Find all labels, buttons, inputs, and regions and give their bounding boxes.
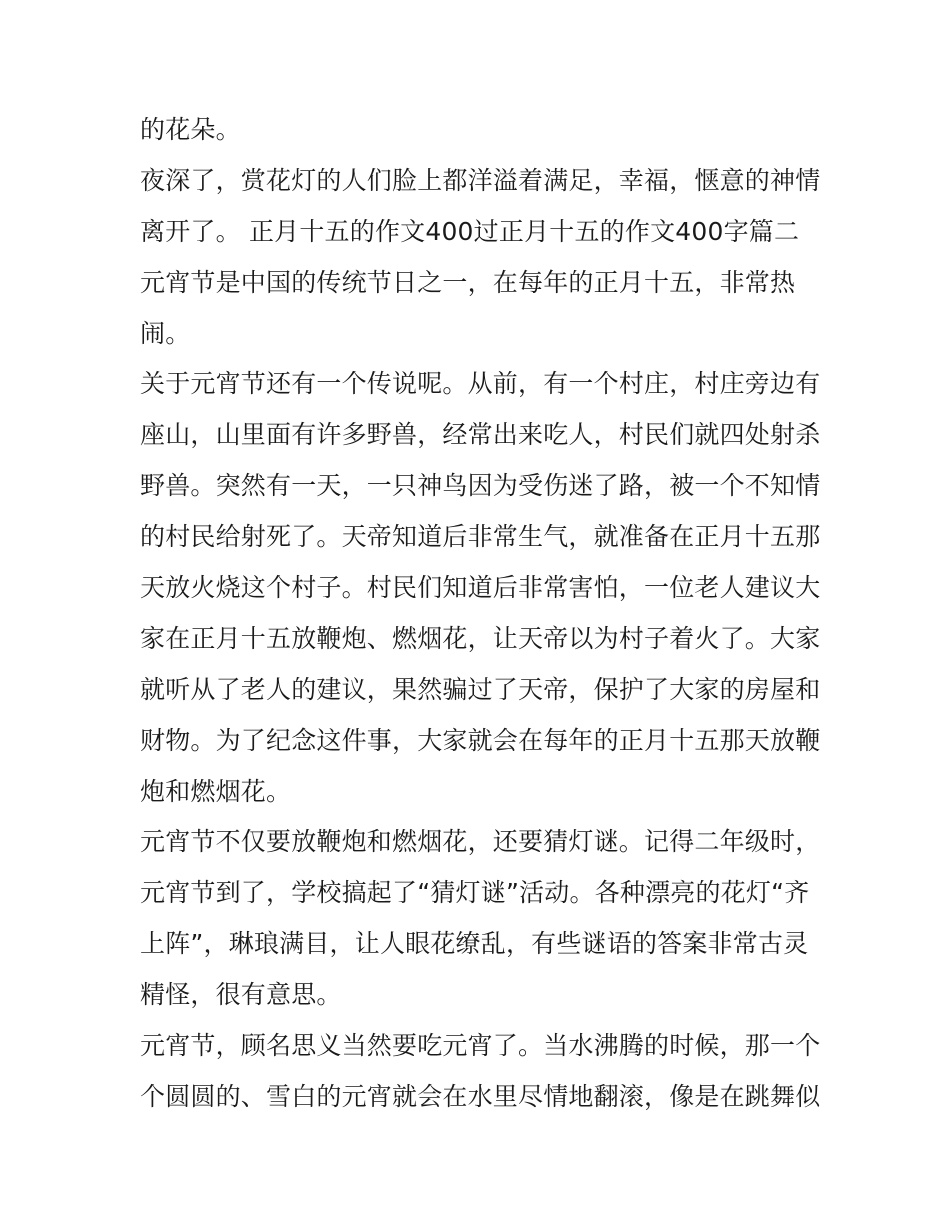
text-line: 财物。为了纪念这件事，大家就会在每年的正月十五那天放鞭 (140, 725, 821, 755)
text-line: 的花朵。 (140, 115, 241, 144)
text-line: 的村民给射死了。天帝知道后非常生气，就准备在正月十五那 (140, 522, 821, 552)
text-line: 元宵节是中国的传统节日之一，在每年的正月十五，非常热 (140, 267, 796, 297)
text-line: 座山，山里面有许多野兽，经常出来吃人，村民们就四处射杀 (140, 420, 821, 450)
text-line: 元宵节到了，学校搞起了“猜灯谜”活动。各种漂亮的花灯“齐 (140, 878, 810, 908)
text-line: 炮和燃烟花。 (140, 776, 292, 806)
text-line: 上阵”，琳琅满目，让人眼花缭乱，有些谜语的答案非常古灵 (140, 929, 809, 959)
text-line: 个圆圆的、雪白的元宵就会在水里尽情地翻滚，像是在跳舞似 (140, 1081, 821, 1111)
text-line: 离开了。 正月十五的作文400过正月十五的作文400字篇二 (140, 216, 800, 246)
text-line: 闹。 (140, 318, 191, 348)
text-line: 野兽。突然有一天，一只神鸟因为受伤迷了路，被一个不知情 (140, 471, 821, 501)
text-line: 元宵节不仅要放鞭炮和燃烟花，还要猜灯谜。记得二年级时， (140, 827, 821, 857)
text-line: 夜深了，赏花灯的人们脸上都洋溢着满足，幸福，惬意的神情 (140, 165, 821, 195)
text-line: 就听从了老人的建议，果然骗过了天帝，保护了大家的房屋和 (140, 674, 821, 704)
text-line: 精怪，很有意思。 (140, 980, 342, 1010)
text-line: 天放火烧这个村子。村民们知道后非常害怕，一位老人建议大 (140, 573, 821, 603)
body-text (140, 105, 840, 1123)
text-line: 关于元宵节还有一个传说呢。从前，有一个村庄，村庄旁边有 (140, 369, 821, 399)
text-line: 家在正月十五放鞭炮、燃烟花，让天帝以为村子着火了。大家 (140, 623, 821, 653)
text-line: 元宵节，顾名思义当然要吃元宵了。当水沸腾的时候，那一个 (140, 1031, 821, 1061)
